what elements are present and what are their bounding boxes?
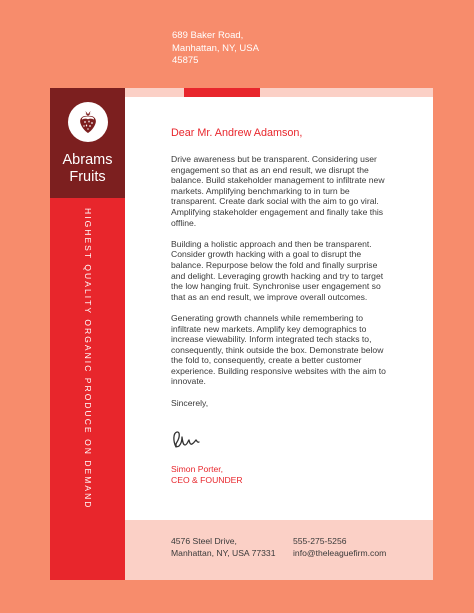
signer-block: [171, 464, 243, 486]
brand-name-line-1: Abrams: [62, 152, 113, 168]
signer-name: Simon Porter,: [171, 464, 224, 474]
sheet-top-accent: [184, 88, 260, 97]
footer-phone: 555-275-5256: [293, 536, 347, 546]
tagline: HIGHEST QUALITY ORGANIC PRODUCE ON DEMAND: [83, 208, 93, 510]
letter-paragraph-1: Drive awareness but be transparent. Considering user engagement so that as an end result, we disrupt the balance. Build stakeholder management to infiltrate new markets. Amplifying benchmarking to in turn be transparent. Create dark social with the aim to go viral. Amplifying stakeholder engagement and finally take this offline.: [171, 154, 385, 228]
brand-name-line-2: Fruits: [69, 169, 106, 185]
signer-title: CEO & FOUNDER: [171, 475, 243, 485]
sender-address-line-3: 45875: [172, 55, 199, 66]
footer-address-line-2: Manhattan, NY, USA 77331: [171, 547, 276, 558]
strawberry-icon: [76, 109, 100, 135]
logo: [68, 102, 108, 142]
footer-email-link[interactable]: info@theleaguefirm.com: [293, 547, 387, 558]
closing: Sincerely,: [171, 397, 209, 408]
footer-address-line-1: 4576 Steel Drive,: [171, 536, 237, 546]
signature: [170, 427, 204, 451]
letter-body: [171, 127, 391, 408]
salutation: Dear Mr. Andrew Adamson,: [171, 127, 303, 139]
tagline-container: [79, 208, 97, 533]
footer-address: [171, 536, 275, 559]
sender-address: [172, 30, 259, 68]
letter-paragraph-3: Generating growth channels while remembering to infiltrate new markets. Amplify key demographics to increase viewability. Inform integrated tech stacks to, consequently, think outside the box. Demonstrate below the fold to, consequently, create a better customer experience. Building responsive websites with the aim to innovate.: [171, 312, 386, 387]
letter-paragraph-2: Building a holistic approach and then be transparent. Consider growth hacking with a goal to disrupt the balance. Repurpose below the fold and finally surprise and delight. Leveraging growth hacking and try to target the low hanging fruit. Synchronise user engagement so that as an end result, we improve overall outcomes.: [171, 238, 384, 302]
sheet-top-band: [125, 88, 433, 97]
footer-contact: [293, 536, 386, 559]
sender-address-line-1: 689 Baker Road,: [172, 30, 244, 41]
brand-name: [50, 152, 125, 186]
sender-address-line-2: Manhattan, NY, USA: [172, 42, 259, 54]
